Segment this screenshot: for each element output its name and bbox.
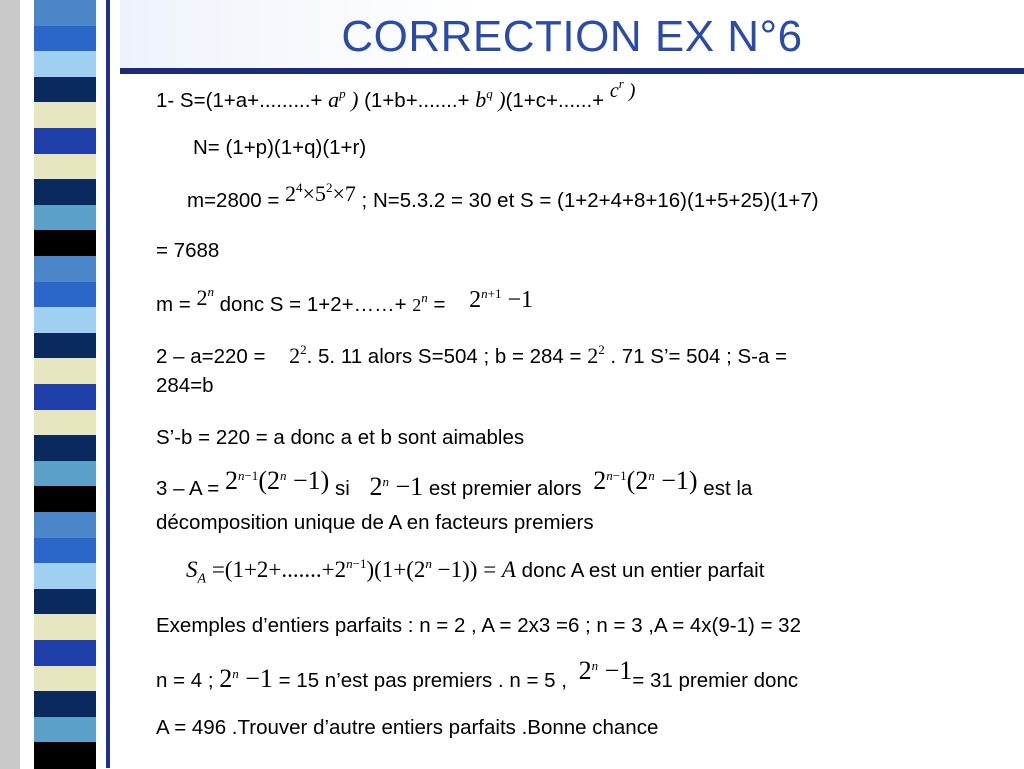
stripe-band xyxy=(0,358,120,385)
line-11: $S_A =(1+2+.......+2^{n-1})(1+(2^n -1)) = A$ donc A est un entier parfait xyxy=(186,556,765,587)
formula-2800-factors: $2^4\times 5^2\times 7$ xyxy=(285,180,356,206)
formula-2n-small: 2$^n$ xyxy=(412,290,428,315)
stripe-band xyxy=(0,461,120,488)
formula-c-r: $c^r$ ) xyxy=(609,76,636,102)
line-10: décomposition unique de A en facteurs premiers xyxy=(156,511,594,534)
formula-a-p: $a^p$ ) xyxy=(328,86,359,112)
stripe-band xyxy=(0,486,120,513)
stripe-band xyxy=(0,205,120,232)
line-9: $3 - A = 2^{n-1}(2^n -1)$ si $2^n -1$ est premier alors $2^{n-1}(2^n -1)$ est la xyxy=(156,466,753,501)
stripe-band xyxy=(0,538,120,565)
line-13: n = 4 ; $2^n -1 = 15$ n’est pas premiers . n = 5 , $2^n -1= 31$ premier donc xyxy=(156,656,799,693)
slide-title-bar xyxy=(120,0,1024,68)
formula-SA: $S_A =(1+2+.......+2^{n-1})(1+(2^n -1)) = A$ xyxy=(186,556,516,587)
line-12: Exemples d’entiers parfaits : n = 2 , A = 2x3 =6 ; n = 3 ,A = 4x(9-1) = 32 xyxy=(156,614,801,637)
line-4: = 7688 xyxy=(156,239,220,262)
formula-A-def: $2^{n-1}(2^n -1)$ xyxy=(224,466,330,495)
line-5: $m = 2^n$ donc S = 1+2+……+ $2^n = 2^{n+1} -1$ xyxy=(156,284,534,316)
line-3: $m=2800 = 2^4\times 5^2\times 7$ ; N=5.3.2 = 30 et S = (1+2+4+8+16)(1+5+25)(1+7) xyxy=(187,180,819,212)
stripe-band xyxy=(0,0,120,27)
stripe-band xyxy=(0,256,120,283)
stripe-band xyxy=(0,717,120,744)
line-2: N= (1+p)(1+q)(1+r) xyxy=(193,136,367,159)
slide-title: CORRECTION EX N°6 xyxy=(341,12,803,61)
line-8: S’-b = 220 = a donc a et b sont aimables xyxy=(156,426,525,449)
stripe-band xyxy=(0,666,120,693)
stripe-band xyxy=(0,589,120,616)
stripe-band xyxy=(0,230,120,257)
stripe-band xyxy=(0,563,120,590)
formula-2n-minus-1-c: $2^n -1$ xyxy=(219,664,273,693)
formula-b-q: $b^q$ ) xyxy=(475,86,506,112)
formula-2n: 2$^n$ xyxy=(196,284,214,310)
formula-2-squared: $2^2$ xyxy=(289,342,307,368)
stripe-band xyxy=(0,26,120,53)
stripe-band xyxy=(0,128,120,155)
formula-2n1-minus-1: $2^{n+1} -1$ xyxy=(469,286,534,313)
line-14: A = 496 .Trouver d’autre entiers parfaits .Bonne chance xyxy=(156,716,659,739)
stripe-band xyxy=(0,282,120,309)
stripe-band xyxy=(0,691,120,718)
stripe-band xyxy=(0,410,120,437)
formula-A-def-b: $2^{n-1}(2^n -1)$ xyxy=(593,466,698,495)
stripe-band xyxy=(0,512,120,539)
stripe-band xyxy=(0,640,120,667)
stripe-band xyxy=(0,307,120,334)
title-underline xyxy=(120,68,1024,74)
line-6: $2 - a=220 = 2^2$. 5. 11 alors S=504 ; $b = 284 = 2^2$ . 71 S’= 504 ; S-a = xyxy=(156,342,788,368)
stripe-band xyxy=(0,435,120,462)
stripe-band xyxy=(0,77,120,104)
decorative-stripes xyxy=(0,0,120,768)
stripe-band xyxy=(0,154,120,181)
line-1: 1- $S=(1+a+.........+ a^p$ ) ($1+b+.......+ b^q$ )($1+c+......+ c^r$ ) xyxy=(156,76,636,112)
decorative-vertical-line xyxy=(106,0,110,768)
stripe-band xyxy=(0,742,120,769)
line-7: 284=b xyxy=(156,374,214,397)
formula-2n-minus-1: $2^n -1$ xyxy=(369,472,424,501)
stripe-band xyxy=(0,102,120,129)
formula-2n-minus-1-d: $2^n -1$ xyxy=(578,656,633,685)
stripe-band xyxy=(0,179,120,206)
stripe-band xyxy=(0,384,120,411)
formula-2-squared-b: $2^2$ xyxy=(587,342,605,368)
stripe-band xyxy=(0,333,120,360)
stripe-band xyxy=(0,614,120,641)
stripe-band xyxy=(0,51,120,78)
